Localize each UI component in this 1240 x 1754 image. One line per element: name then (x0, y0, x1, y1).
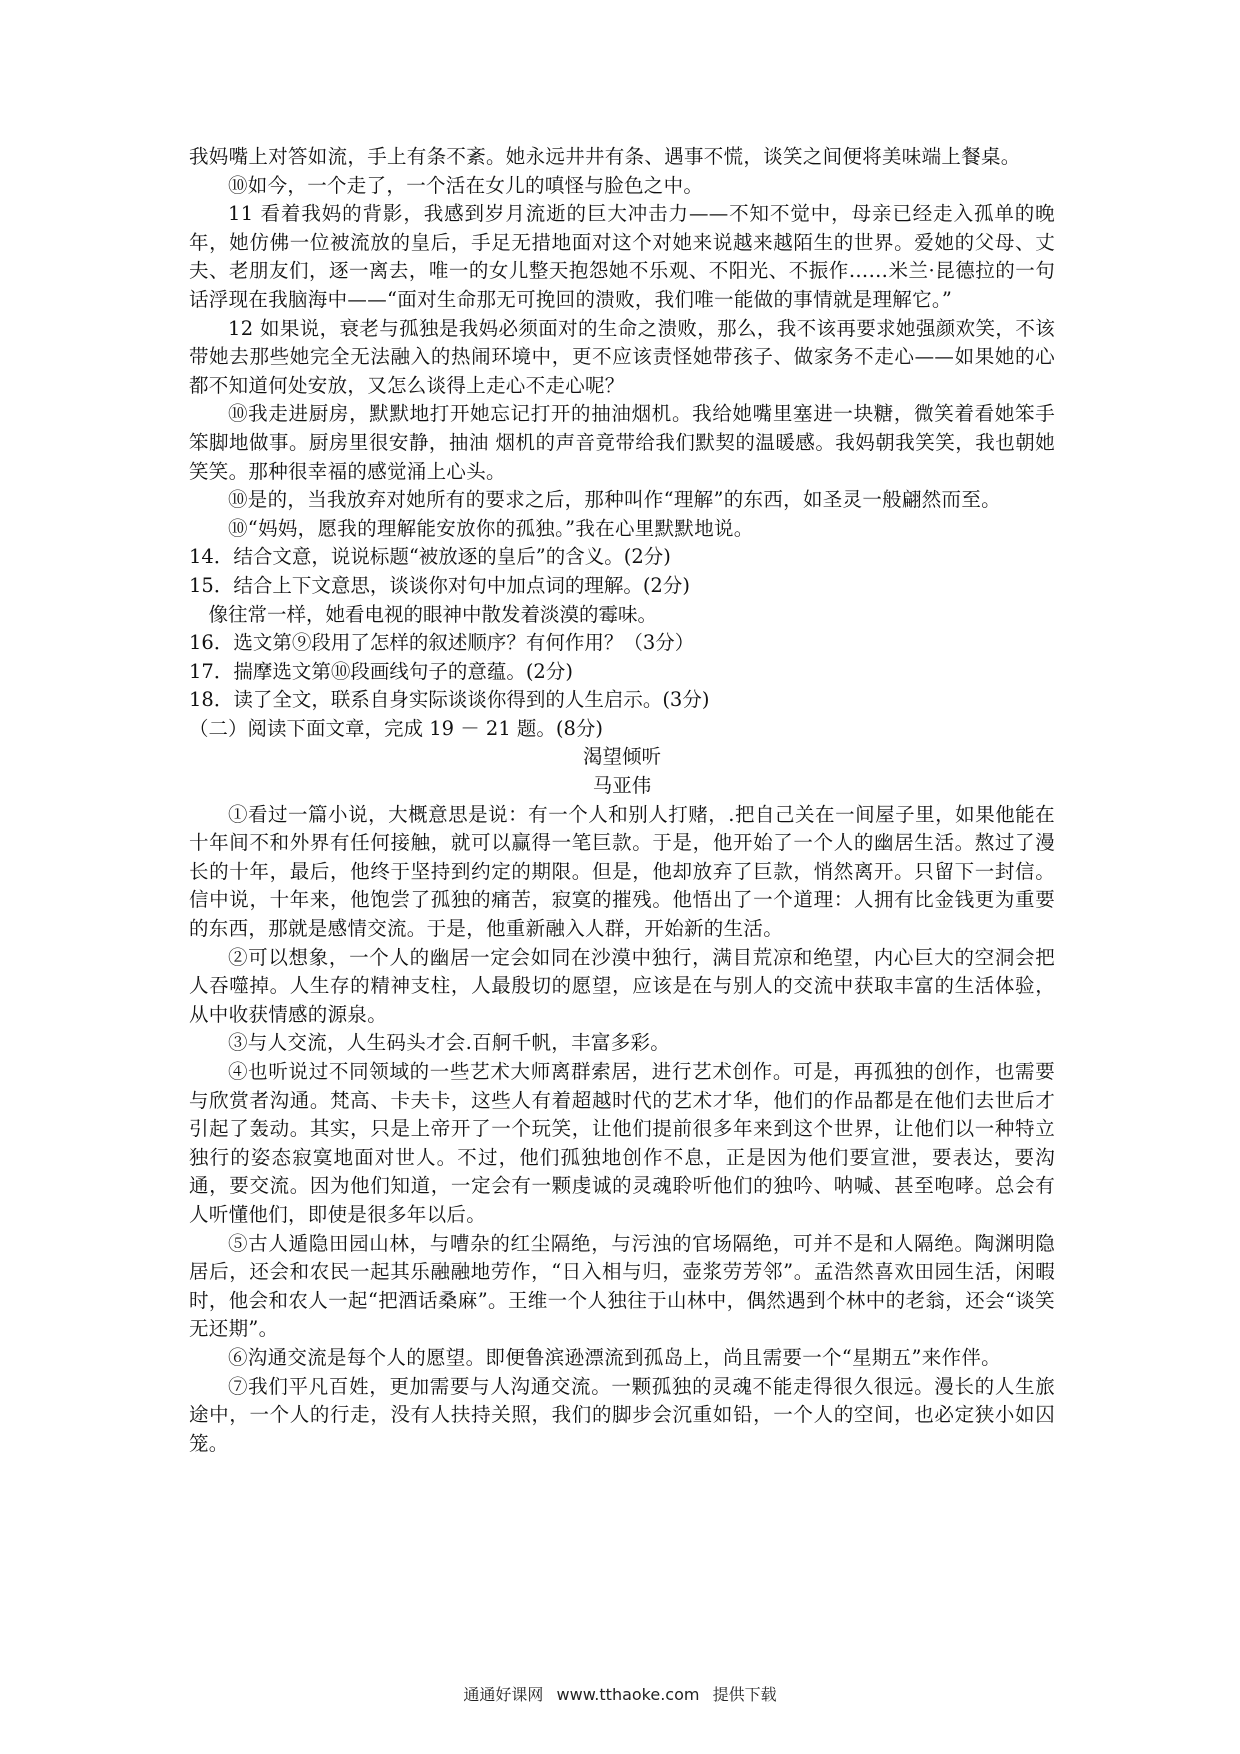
paragraph: 11 看着我妈的背影，我感到岁月流逝的巨大冲击力——不知不觉中，母亲已经走入孤单的晚年，她仿佛一位被流放的皇后，手足无措地面对这个对她来说越来越陌生的世界。爱她的父母、丈夫、老朋友们，逐一离去，唯一的女儿整天抱怨她不乐观、不阳光、不振作……米兰·昆德拉的一句话浮现在我脑海中——“面对生命那无可挽回的溃败，我们唯一能做的事情就是理解它。” (189, 202, 1055, 311)
question-14: 14．结合文意，说说标题“被放逐的皇后”的含义。(2分) (189, 545, 671, 569)
article-paragraph: ⑤古人遁隐田园山林，与嘈杂的红尘隔绝，与污浊的官场隔绝，可并不是和人隔绝。陶渊明隐居后，还会和农民一起其乐融融地劳作，“日入相与归，壶浆劳芳邻”。孟浩然喜欢田园生活，闲暇时，他会和农人一起“把酒话桑麻”。王维一个人独往于山林中，偶然遇到个林中的老翁，还会“谈笑无还期”。 (189, 1231, 1055, 1341)
article-paragraph: ⑦我们平凡百姓，更加需要与人沟通交流。一颗孤独的灵魂不能走得很久很远。漫长的人生旅途中，一个人的行走，没有人扶持关照，我们的脚步会沉重如铅，一个人的空间，也必定狭小如囚笼。 (189, 1374, 1055, 1455)
section-heading: （二）阅读下面文章，完成 19 － 21 题。(8分) (189, 716, 604, 740)
question-15-quote: 像往常一样，她看电视的眼神中散发着淡漠的霉味。 (208, 602, 658, 626)
paragraph: ⑩“妈妈，愿我的理解能安放你的孤独。”我在心里默默地说。 (228, 516, 754, 540)
paragraph: ⑩是的，当我放弃对她所有的要求之后，那种叫作“理解”的东西，如圣灵一般翩然而至。 (228, 488, 1001, 512)
question-16: 16．选文第⑨段用了怎样的叙述顺序？有何作用？（3分） (189, 631, 695, 655)
paragraph-continuation: 我妈嘴上对答如流，手上有条不紊。她永远井井有条、遇事不慌，谈笑之间便将美味端上餐桌。 (189, 145, 1021, 168)
paragraph: 12 如果说，衰老与孤独是我妈必须面对的生命之溃败，那么，我不该再要求她强颜欢笑，不该带她去那些她完全无法融入的热闹环境中，更不应该责怪她带孩子、做家务不走心——如果她的心都不知道何处安放，又怎么谈得上走心不走心呢？ (189, 316, 1055, 397)
article-title: 渴望倾听 (582, 745, 661, 769)
document-body (189, 143, 1055, 1458)
article-paragraph: ④也听说过不同领域的一些艺术大师离群索居，进行艺术创作。可是，再孤独的创作，也需要与欣赏者沟通。梵高、卡夫卡，这些人有着超越时代的艺术才华，他们的作品都是在他们去世后才引起了轰动。其实，只是上帝开了一个玩笑，让他们提前很多年来到这个世界，让他们以一种特立独行的姿态寂寞地面对世人。不过，他们孤独地创作不息，正是因为他们要宣泄，要表达，要沟通，要交流。因为他们知道，一定会有一颗虔诚的灵魂聆听他们的独吟、呐喊、甚至咆哮。总会有人听懂他们，即使是很多年以后。 (189, 1060, 1055, 1226)
article-paragraph: ⑥沟通交流是每个人的愿望。即便鲁滨逊漂流到孤岛上，尚且需要一个“星期五”来作伴。 (228, 1345, 1001, 1369)
article-paragraph: ②可以想象，一个人的幽居一定会如同在沙漠中独行，满目荒凉和绝望，内心巨大的空洞会把人吞噬掉。人生存的精神支柱，人最殷切的愿望，应该是在与别人的交流中获取丰富的生活体验，从中收获情感的源泉。 (189, 945, 1055, 1026)
question-18: 18．读了全文，联系自身实际谈谈你得到的人生启示。(3分) (189, 688, 710, 712)
paragraph: ⑩如今，一个走了，一个活在女儿的嗔怪与脸色之中。 (228, 173, 704, 197)
article-paragraph: ③与人交流，人生码头才会.百舸千帆，丰富多彩。 (228, 1031, 671, 1055)
footer-suffix: 提供下载 (712, 1685, 777, 1704)
page-footer (0, 1682, 1240, 1705)
paragraph: ⑩我走进厨房，默默地打开她忘记打开的抽油烟机。我给她嘴里塞进一块糖，微笑着看她笨手笨脚地做事。厨房里很安静，抽油 烟机的声音竟带给我们默契的温暖感。我妈朝我笑笑，我也朝她笑笑。那种很幸福的感觉涌上心头。 (189, 402, 1055, 483)
footer-url[interactable]: www.tthaoke.com (556, 1685, 700, 1704)
article-paragraph: ①看过一篇小说，大概意思是说：有一个人和别人打赌，.把自己关在一间屋子里，如果他能在十年间不和外界有任何接触，就可以赢得一笔巨款。于是，他开始了一个人的幽居生活。熬过了漫长的十年，最后，他终于坚持到约定的期限。但是，他却放弃了巨款，悄然离开。只留下一封信。信中说，十年来，他饱尝了孤独的痛苦，寂寞的摧残。他悟出了一个道理：人拥有比金钱更为重要的东西，那就是感情交流。于是，他重新融入人群，开始新的生活。 (189, 802, 1055, 941)
question-15: 15．结合上下文意思，谈谈你对句中加点词的理解。(2分) (189, 573, 690, 597)
question-17: 17．揣摩选文第⑩段画线句子的意蕴。(2分) (189, 659, 573, 683)
footer-site-name: 通通好课网 (463, 1685, 544, 1704)
article-author: 马亚伟 (592, 774, 652, 798)
